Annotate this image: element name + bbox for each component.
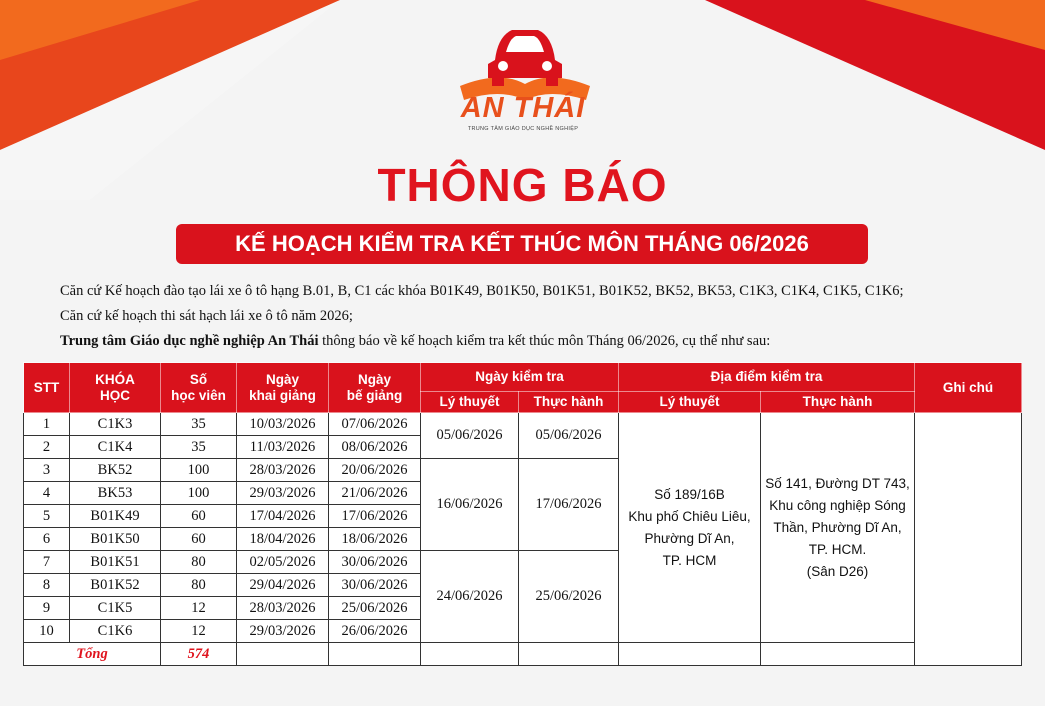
cell-open-date: 02/05/2026	[237, 551, 329, 574]
cell-stt: 1	[24, 413, 70, 436]
cell-exam-theory: 16/06/2026	[421, 459, 519, 551]
cell-open-date: 28/03/2026	[237, 459, 329, 482]
cell-course: C1K6	[70, 620, 161, 643]
cell-close-date: 26/06/2026	[329, 620, 421, 643]
total-value: 574	[161, 643, 237, 666]
cell-exam-practice: 05/06/2026	[519, 413, 619, 459]
cell-close-date: 17/06/2026	[329, 505, 421, 528]
header-students: Số học viên	[161, 363, 237, 413]
header-exam-theory: Lý thuyết	[421, 392, 519, 413]
cell-course: BK53	[70, 482, 161, 505]
cell-note	[915, 413, 1022, 666]
cell-course: B01K49	[70, 505, 161, 528]
cell-exam-practice: 17/06/2026	[519, 459, 619, 551]
cell-close-date: 30/06/2026	[329, 574, 421, 597]
exam-plan-table	[23, 362, 1022, 666]
cell-stt: 3	[24, 459, 70, 482]
cell-close-date: 30/06/2026	[329, 551, 421, 574]
paragraph-basis-training: Căn cứ Kế hoạch đào tạo lái xe ô tô hạng B.01, B, C1 các khóa B01K49, B01K50, B01K51, B01K52, BK52, BK53, C1K3, C1K4, C1K5, C1K6;	[60, 283, 904, 299]
cell-course: B01K52	[70, 574, 161, 597]
cell-open-date: 28/03/2026	[237, 597, 329, 620]
subtitle-banner: KẾ HOẠCH KIỂM TRA KẾT THÚC MÔN THÁNG 06/2026	[176, 224, 868, 264]
cell-open-date: 10/03/2026	[237, 413, 329, 436]
header-loc-theory: Lý thuyết	[619, 392, 761, 413]
cell-location-practice: Số 141, Đường DT 743, Khu công nghiệp Sóng Thần, Phường Dĩ An, TP. HCM. (Sân D26)	[761, 413, 915, 643]
cell-close-date: 07/06/2026	[329, 413, 421, 436]
header-note: Ghi chú	[915, 363, 1022, 413]
cell-stt: 2	[24, 436, 70, 459]
cell-course: BK52	[70, 459, 161, 482]
header-loc-practice: Thực hành	[761, 392, 915, 413]
paragraph-basis-exam: Căn cứ kế hoạch thi sát hạch lái xe ô tô năm 2026;	[60, 308, 353, 324]
cell-students: 35	[161, 413, 237, 436]
header-close-date: Ngày bế giảng	[329, 363, 421, 413]
cell-open-date: 11/03/2026	[237, 436, 329, 459]
cell-location-theory: Số 189/16B Khu phố Chiêu Liêu, Phường Dĩ An, TP. HCM	[619, 413, 761, 643]
cell-course: C1K3	[70, 413, 161, 436]
cell-open-date: 17/04/2026	[237, 505, 329, 528]
cell-close-date: 20/06/2026	[329, 459, 421, 482]
cell-open-date: 29/04/2026	[237, 574, 329, 597]
cell-course: C1K5	[70, 597, 161, 620]
header-stt: STT	[24, 363, 70, 413]
cell-course: B01K51	[70, 551, 161, 574]
announcement-text: thông báo về kế hoạch kiểm tra kết thúc môn Tháng 06/2026, cụ thể như sau:	[318, 333, 771, 349]
cell-exam-practice: 25/06/2026	[519, 551, 619, 643]
cell-students: 12	[161, 620, 237, 643]
cell-close-date: 08/06/2026	[329, 436, 421, 459]
cell-students: 35	[161, 436, 237, 459]
cell-students: 80	[161, 551, 237, 574]
header-course: KHÓA HỌC	[70, 363, 161, 413]
cell-stt: 10	[24, 620, 70, 643]
cell-students: 100	[161, 459, 237, 482]
cell-stt: 6	[24, 528, 70, 551]
cell-stt: 8	[24, 574, 70, 597]
cell-close-date: 21/06/2026	[329, 482, 421, 505]
brand-name: AN THÁI	[460, 92, 586, 124]
cell-students: 60	[161, 528, 237, 551]
cell-close-date: 25/06/2026	[329, 597, 421, 620]
header-exam-date: Ngày kiểm tra	[421, 363, 619, 392]
total-label: Tổng	[24, 643, 161, 666]
cell-stt: 7	[24, 551, 70, 574]
cell-course: C1K4	[70, 436, 161, 459]
brand-tagline: TRUNG TÂM GIÁO DỤC NGHỀ NGHIỆP	[467, 126, 579, 132]
cell-exam-theory: 24/06/2026	[421, 551, 519, 643]
paragraph-announcement	[60, 333, 770, 350]
total-row	[24, 643, 1022, 666]
cell-stt: 9	[24, 597, 70, 620]
cell-open-date: 29/03/2026	[237, 482, 329, 505]
cell-stt: 4	[24, 482, 70, 505]
cell-course: B01K50	[70, 528, 161, 551]
header-exam-practice: Thực hành	[519, 392, 619, 413]
cell-close-date: 18/06/2026	[329, 528, 421, 551]
cell-students: 60	[161, 505, 237, 528]
table-row	[24, 413, 1022, 436]
cell-stt: 5	[24, 505, 70, 528]
cell-open-date: 18/04/2026	[237, 528, 329, 551]
cell-students: 100	[161, 482, 237, 505]
header-open-date: Ngày khai giảng	[237, 363, 329, 413]
cell-students: 80	[161, 574, 237, 597]
cell-exam-theory: 05/06/2026	[421, 413, 519, 459]
cell-open-date: 29/03/2026	[237, 620, 329, 643]
cell-students: 12	[161, 597, 237, 620]
header-location: Địa điểm kiểm tra	[619, 363, 915, 392]
page-title: THÔNG BÁO	[377, 159, 668, 211]
center-name: Trung tâm Giáo dục nghề nghiệp An Thái	[60, 333, 319, 349]
